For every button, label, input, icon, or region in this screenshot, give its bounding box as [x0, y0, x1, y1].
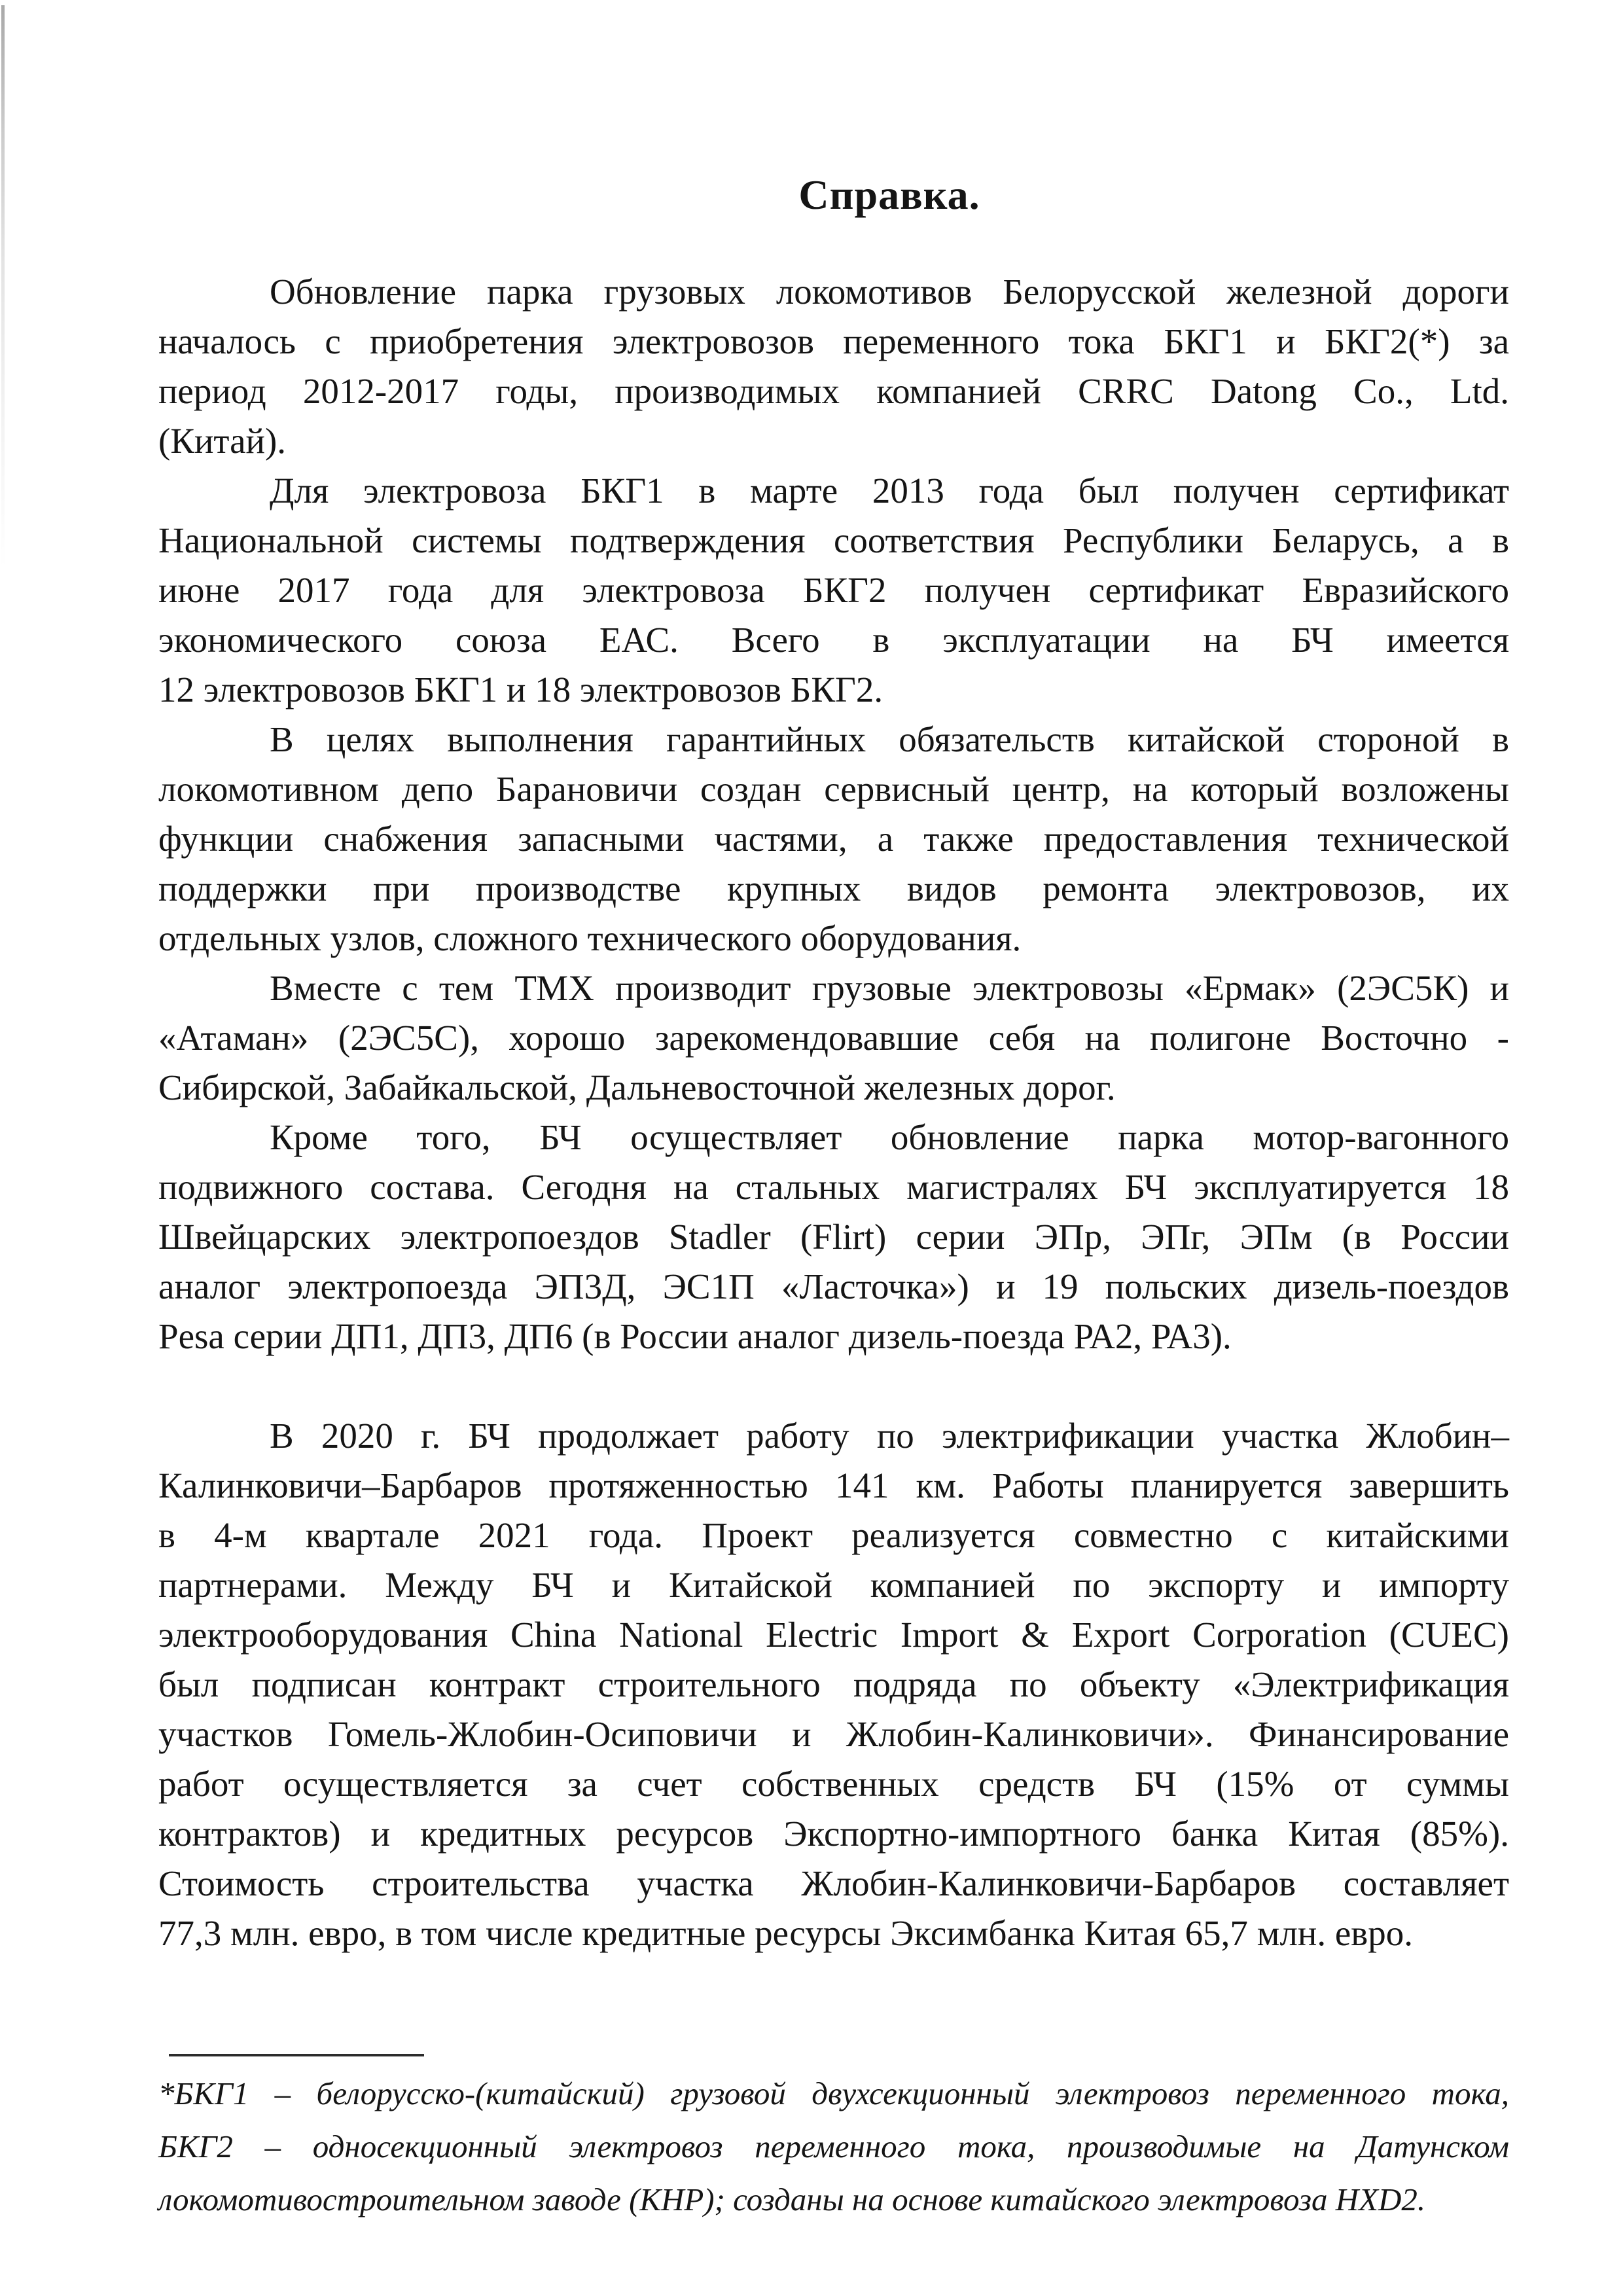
text-line: отдельных узлов, сложного технического оборудования.	[158, 918, 1022, 958]
footnote	[158, 2067, 1509, 2226]
paragraph	[158, 715, 1509, 963]
paragraph	[158, 963, 1509, 1113]
text-line: Кроме того, БЧ осуществляет обновление парка мотор-вагонного	[270, 1117, 1509, 1157]
text-line: был подписан контракт строительного подряда по объекту «Электрификация	[158, 1664, 1509, 1704]
text-line: Калинковичи–Барбаров протяженностью 141 км. Работы планируется завершить	[158, 1465, 1509, 1505]
text-line: 77,3 млн. евро, в том числе кредитные ресурсы Эксимбанка Китая 65,7 млн. евро.	[158, 1913, 1413, 1953]
text-line: аналог электропоезда ЭП3Д, ЭС1П «Ласточка») и 19 польских дизель-поездов	[158, 1266, 1509, 1306]
text-line: БКГ2 – односекционный электровоз переменного тока, производимые на Датунском	[158, 2128, 1509, 2164]
text-line: июне 2017 года для электровоза БКГ2 получен сертификат Евразийского	[158, 570, 1509, 610]
text-line: В целях выполнения гарантийных обязательств китайской стороной в	[270, 719, 1509, 759]
text-line: Pesa серии ДП1, ДП3, ДП6 (в России аналог дизель-поезда РА2, РА3).	[158, 1316, 1232, 1356]
text-line: поддержки при производстве крупных видов ремонта электровозов, их	[158, 869, 1509, 908]
text-line: участков Гомель-Жлобин-Осиповичи и Жлобин-Калинковичи». Финансирование	[158, 1714, 1509, 1754]
text-line: локомотивостроительном заводе (КНР); созданы на основе китайского электровоза HXD2.	[158, 2181, 1426, 2217]
text-line: экономического союза ЕАС. Всего в эксплуатации на БЧ имеется	[158, 620, 1509, 660]
text-line: 12 электровозов БКГ1 и 18 электровозов БКГ2.	[158, 670, 883, 709]
text-line: электрооборудования China National Electric Import & Export Corporation (CUEC)	[158, 1615, 1509, 1655]
paragraph	[158, 267, 1509, 466]
text-line: Обновление парка грузовых локомотивов Белорусской железной дороги	[270, 272, 1509, 312]
text-line: период 2012-2017 годы, производимых компанией CRRC Datong Co., Ltd.	[158, 371, 1509, 411]
paragraph	[158, 1113, 1509, 1361]
paragraph	[158, 466, 1509, 715]
text-line: Для электровоза БКГ1 в марте 2013 года был получен сертификат	[270, 471, 1509, 511]
text-line: (Китай).	[158, 421, 287, 461]
text-line: В 2020 г. БЧ продолжает работу по электрификации участка Жлобин–	[270, 1416, 1509, 1456]
text-line: подвижного состава. Сегодня на стальных магистралях БЧ эксплуатируется 18	[158, 1167, 1509, 1207]
text-line: Сибирской, Забайкальской, Дальневосточной железных дорог.	[158, 1067, 1116, 1107]
text-line: Вместе с тем ТМХ производит грузовые электровозы «Ермак» (2ЭС5К) и	[270, 968, 1509, 1008]
document-title: Справка.	[798, 171, 980, 218]
text-line: партнерами. Между БЧ и Китайской компанией по экспорту и импорту	[158, 1565, 1509, 1605]
text-line: работ осуществляется за счет собственных средств БЧ (15% от суммы	[158, 1764, 1509, 1804]
scan-artifact	[1, 5, 5, 568]
paragraph	[158, 1411, 1509, 1958]
text-line: локомотивном депо Барановичи создан сервисный центр, на который возложены	[158, 769, 1509, 809]
text-line: функции снабжения запасными частями, а также предоставления технической	[158, 819, 1509, 859]
text-line: Швейцарских электропоездов Stadler (Flirt) серии ЭПр, ЭПг, ЭПм (в России	[158, 1217, 1509, 1257]
text-line: в 4-м квартале 2021 года. Проект реализуется совместно с китайскими	[158, 1515, 1509, 1555]
footnote-separator	[169, 2054, 424, 2056]
document-body	[158, 267, 1509, 1958]
text-line: Стоимость строительства участка Жлобин-Калинковичи-Барбаров составляет	[158, 1863, 1509, 1903]
text-line: «Атаман» (2ЭС5С), хорошо зарекомендовавшие себя на полигоне Восточно -	[158, 1018, 1509, 1058]
text-line: началось с приобретения электровозов переменного тока БКГ1 и БКГ2(*) за	[158, 321, 1509, 361]
text-line: *БКГ1 – белорусско-(китайский) грузовой двухсекционный электровоз переменного тока,	[158, 2075, 1509, 2111]
text-line: контрактов) и кредитных ресурсов Экспортно-импортного банка Китая (85%).	[158, 1814, 1509, 1854]
text-line: Национальной системы подтверждения соответствия Республики Беларусь, а в	[158, 520, 1509, 560]
